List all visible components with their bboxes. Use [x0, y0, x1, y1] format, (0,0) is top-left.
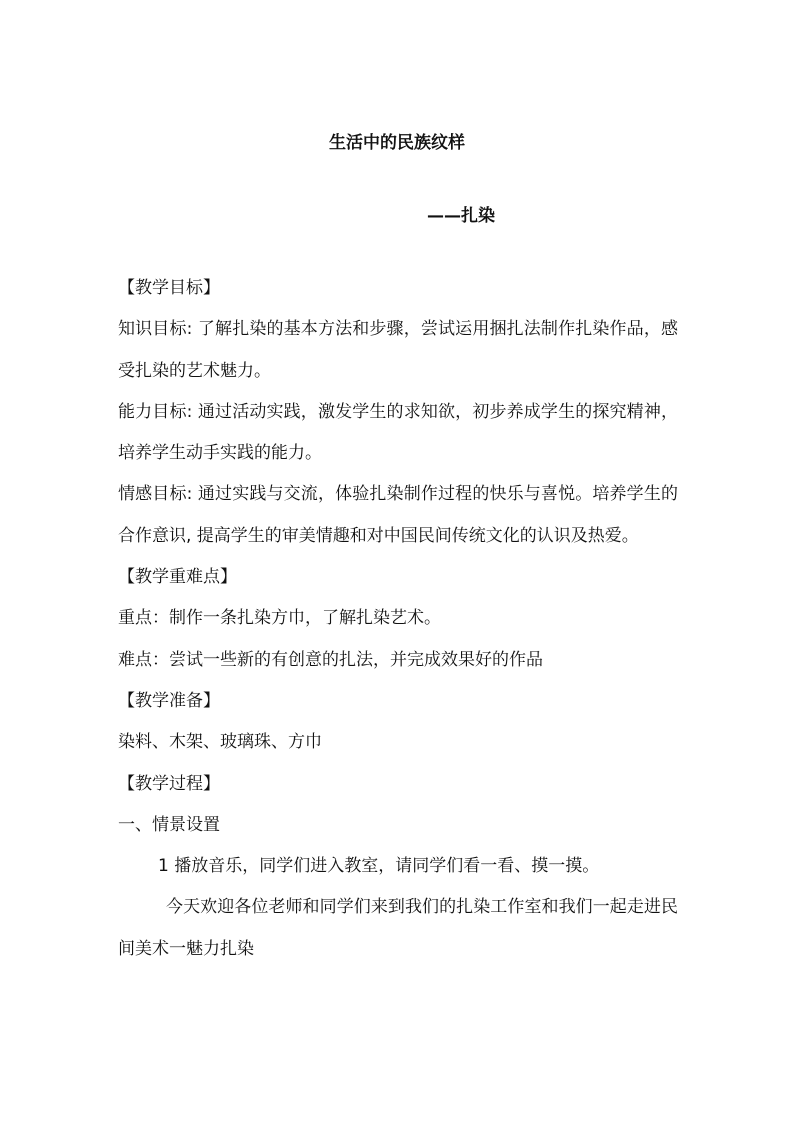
difficult-point: 难点：尝试一些新的有创意的扎法，并完成效果好的作品 — [118, 649, 543, 670]
document-title: 生活中的民族纹样 — [329, 133, 465, 153]
knowledge-goal: 知识目标: 了解扎染的基本方法和步骤，尝试运用捆扎法制作扎染作品，感受扎染的艺术魅力。 — [118, 319, 678, 381]
key-points-heading: 【教学重难点】 — [118, 567, 237, 588]
key-point: 重点：制作一条扎染方巾，了解扎染艺术。 — [118, 608, 441, 629]
step-one-heading: 一、情景设置 — [118, 814, 220, 835]
process-heading: 【教学过程】 — [118, 773, 220, 794]
document-subtitle: ——扎染 — [427, 206, 495, 226]
intro-paragraph: 今天欢迎各位老师和同学们来到我们的扎染工作室和我们一起走进民间美术一魅力扎染 — [118, 897, 678, 959]
materials-list: 染料、木架、玻璃珠、方巾 — [118, 732, 322, 753]
preparation-heading: 【教学准备】 — [118, 690, 220, 711]
document-body — [118, 268, 678, 970]
emotion-goal: 情感目标: 通过实践与交流，体验扎染制作过程的快乐与喜悦。培养学生的合作意识, 提高学生的审美情趣和对中国民间传统文化的认识及热爱。 — [118, 484, 678, 546]
ability-goal: 能力目标: 通过活动实践，激发学生的求知欲，初步养成学生的探究精神，培养学生动手实践的能力。 — [118, 401, 678, 464]
objectives-heading: 【教学目标】 — [118, 278, 220, 298]
step-one-item: 1 播放音乐，同学们进入教室，请同学们看一看、摸一摸。 — [158, 856, 600, 877]
